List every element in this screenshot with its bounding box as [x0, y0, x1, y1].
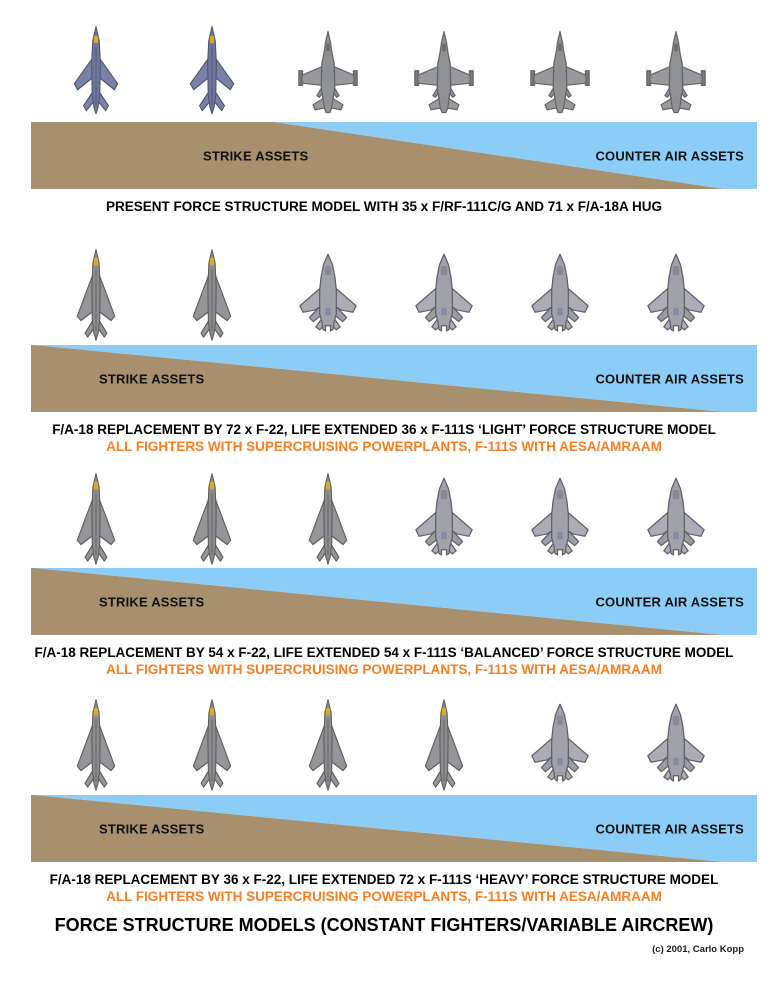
- fa18-aircraft-icon: [386, 24, 502, 116]
- f22-aircraft-icon: [618, 472, 734, 565]
- aircraft-strip: [38, 472, 734, 569]
- strike-counter-band: [31, 122, 757, 189]
- f111c-aircraft-icon: [38, 24, 154, 118]
- model-subcaption: ALL FIGHTERS WITH SUPERCRUISING POWERPLANTS, F-111S WITH AESA/AMRAAM: [106, 439, 662, 454]
- model-subcaption: ALL FIGHTERS WITH SUPERCRUISING POWERPLANTS, F-111S WITH AESA/AMRAAM: [106, 889, 662, 904]
- aircraft-strip: [38, 24, 734, 122]
- fa18-aircraft-icon: [618, 24, 734, 116]
- f111s-aircraft-icon: [38, 248, 154, 344]
- fa18-aircraft-icon: [270, 24, 386, 116]
- f22-aircraft-icon: [386, 248, 502, 341]
- f111s-aircraft-icon: [154, 248, 270, 344]
- f22-aircraft-icon: [618, 698, 734, 791]
- strike-counter-band: [31, 345, 757, 412]
- counter-air-assets-label: COUNTER AIR ASSETS: [595, 821, 744, 836]
- strike-assets-label: STRIKE ASSETS: [203, 148, 309, 163]
- f111s-aircraft-icon: [38, 472, 154, 568]
- strike-counter-band: [31, 568, 757, 635]
- counter-air-assets-label: COUNTER AIR ASSETS: [595, 371, 744, 386]
- counter-air-assets-label: COUNTER AIR ASSETS: [595, 148, 744, 163]
- f22-aircraft-icon: [502, 248, 618, 341]
- f111s-aircraft-icon: [38, 698, 154, 794]
- aircraft-strip: [38, 248, 734, 346]
- f111s-aircraft-icon: [386, 698, 502, 794]
- strike-counter-band: [31, 795, 757, 862]
- f22-aircraft-icon: [618, 248, 734, 341]
- fa18-aircraft-icon: [502, 24, 618, 116]
- model-caption: PRESENT FORCE STRUCTURE MODEL WITH 35 x F/RF-111C/G AND 71 x F/A-18A HUG: [105, 199, 663, 214]
- f22-aircraft-icon: [502, 698, 618, 791]
- f111s-aircraft-icon: [154, 472, 270, 568]
- strike-assets-label: STRIKE ASSETS: [99, 594, 205, 609]
- f22-aircraft-icon: [502, 472, 618, 565]
- f111s-aircraft-icon: [270, 698, 386, 794]
- aircraft-strip: [38, 698, 734, 796]
- f111s-aircraft-icon: [154, 698, 270, 794]
- page-title: FORCE STRUCTURE MODELS (CONSTANT FIGHTERS/VARIABLE AIRCREW): [54, 915, 714, 935]
- counter-air-assets-label: COUNTER AIR ASSETS: [595, 594, 744, 609]
- model-subcaption: ALL FIGHTERS WITH SUPERCRUISING POWERPLANTS, F-111S WITH AESA/AMRAAM: [106, 662, 662, 677]
- model-caption: F/A-18 REPLACEMENT BY 72 x F-22, LIFE EXTENDED 36 x F-111S ‘LIGHT’ FORCE STRUCTURE MODEL: [52, 422, 716, 437]
- model-caption: F/A-18 REPLACEMENT BY 36 x F-22, LIFE EXTENDED 72 x F-111S ‘HEAVY’ FORCE STRUCTURE MODEL: [49, 872, 719, 887]
- model-caption: F/A-18 REPLACEMENT BY 54 x F-22, LIFE EXTENDED 54 x F-111S ‘BALANCED’ FORCE STRUCTURE MODEL: [34, 645, 734, 660]
- f22-aircraft-icon: [386, 472, 502, 565]
- f111c-aircraft-icon: [154, 24, 270, 118]
- copyright-text: (c) 2001, Carlo Kopp: [652, 944, 744, 955]
- f22-aircraft-icon: [270, 248, 386, 341]
- strike-assets-label: STRIKE ASSETS: [99, 371, 205, 386]
- strike-assets-label: STRIKE ASSETS: [99, 821, 205, 836]
- f111s-aircraft-icon: [270, 472, 386, 568]
